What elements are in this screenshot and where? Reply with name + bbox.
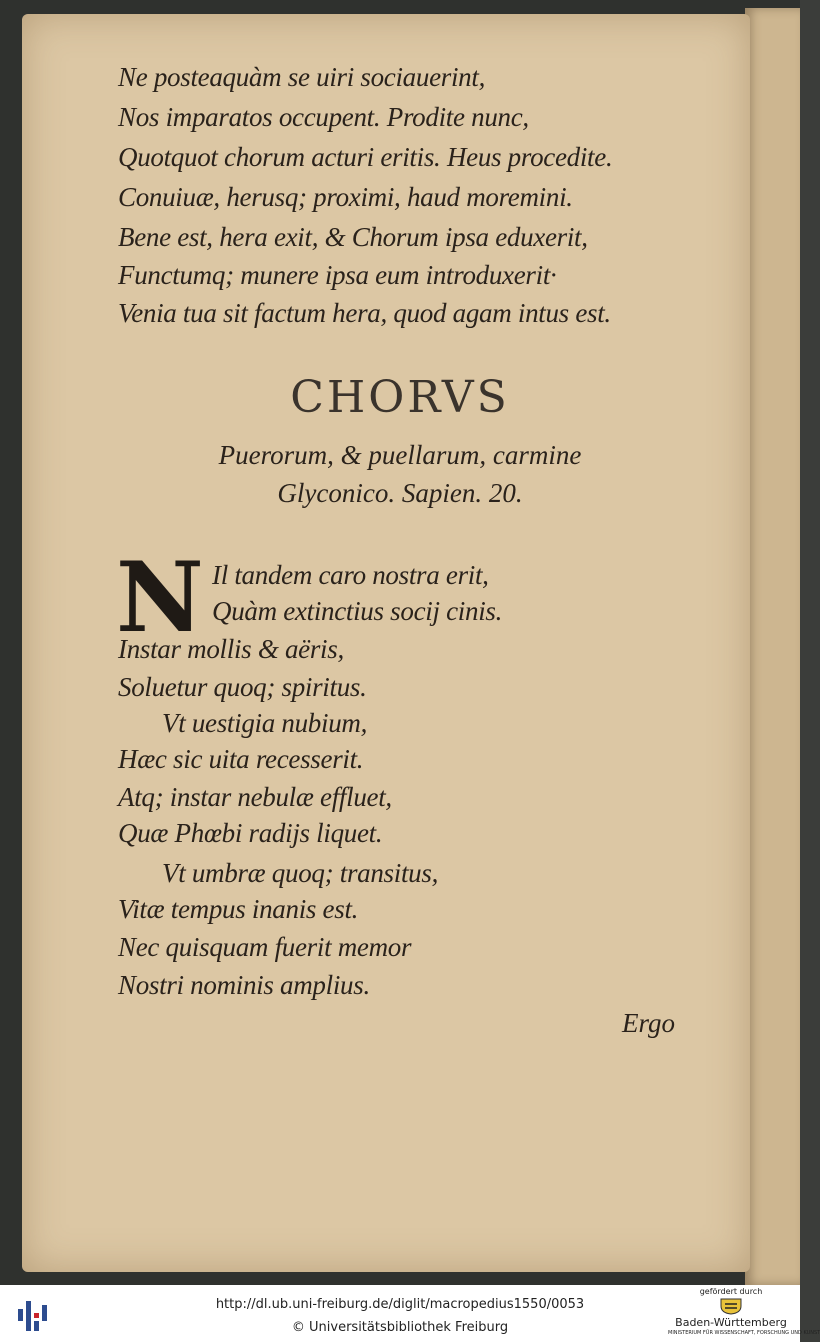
crest-icon xyxy=(718,1297,744,1315)
chorus-line-7: Atq; instar nebulæ effluet, xyxy=(118,782,392,812)
chorus-line-4: Soluetur quoq; spiritus. xyxy=(118,672,367,702)
viewer-footer xyxy=(0,1285,820,1342)
chorus-line-2: Quàm extinctius socij cinis. xyxy=(212,596,503,626)
chorus-line-11: Nec quisquam fuerit memor xyxy=(118,932,412,962)
chorus-line-8: Quæ Phœbi radijs liquet. xyxy=(118,818,383,848)
verse-line-2: Nos imparatos occupent. Prodite nunc, xyxy=(118,102,529,132)
chorus-line-12: Nostri nominis amplius. xyxy=(118,970,370,1000)
verse-line-6: Functumq; munere ipsa eum introduxerit· xyxy=(118,260,557,290)
sponsor-ministry: MINISTERIUM FÜR WISSENSCHAFT, FORSCHUNG UND KUNST xyxy=(668,1330,820,1336)
chorus-subheading-2: Glyconico. Sapien. 20. xyxy=(277,478,523,508)
verse-line-7: Venia tua sit factum hera, quod agam intus est. xyxy=(118,298,611,328)
chorus-line-5: Vt uestigia nubium, xyxy=(162,708,368,738)
catchword: Ergo xyxy=(622,1008,675,1038)
chorus-subheading-1: Puerorum, & puellarum, carmine xyxy=(218,440,582,470)
sponsor-logo xyxy=(668,1287,820,1341)
verse-line-4: Conuiuæ, herusq; proximi, haud moremini. xyxy=(118,182,573,212)
book-spine-edge xyxy=(745,8,800,1285)
chorus-line-1: Il tandem caro nostra erit, xyxy=(212,560,489,590)
verse-line-1: Ne posteaquàm se uiri sociauerint, xyxy=(118,62,486,92)
copyright-notice: © Universitätsbibliothek Freiburg xyxy=(291,1320,509,1335)
chorus-heading: CHORVS xyxy=(290,372,510,423)
sponsor-top-text: gefördert durch xyxy=(699,1287,763,1296)
chorus-line-3: Instar mollis & aëris, xyxy=(118,634,344,664)
permalink-url[interactable]: http://dl.ub.uni-freiburg.de/diglit/macropedius1550/0053 xyxy=(215,1297,585,1312)
drop-cap: N xyxy=(116,541,204,654)
chorus-line-10: Vitæ tempus inanis est. xyxy=(118,894,359,924)
chorus-line-9: Vt umbræ quoq; transitus, xyxy=(162,858,439,888)
chorus-line-6: Hæc sic uita recesserit. xyxy=(118,744,364,774)
sponsor-name: Baden-Württemberg xyxy=(675,1316,787,1329)
verse-line-3: Quotquot chorum acturi eritis. Heus procedite. xyxy=(118,142,613,172)
verse-line-5: Bene est, hera exit, & Chorum ipsa eduxerit, xyxy=(118,222,588,252)
